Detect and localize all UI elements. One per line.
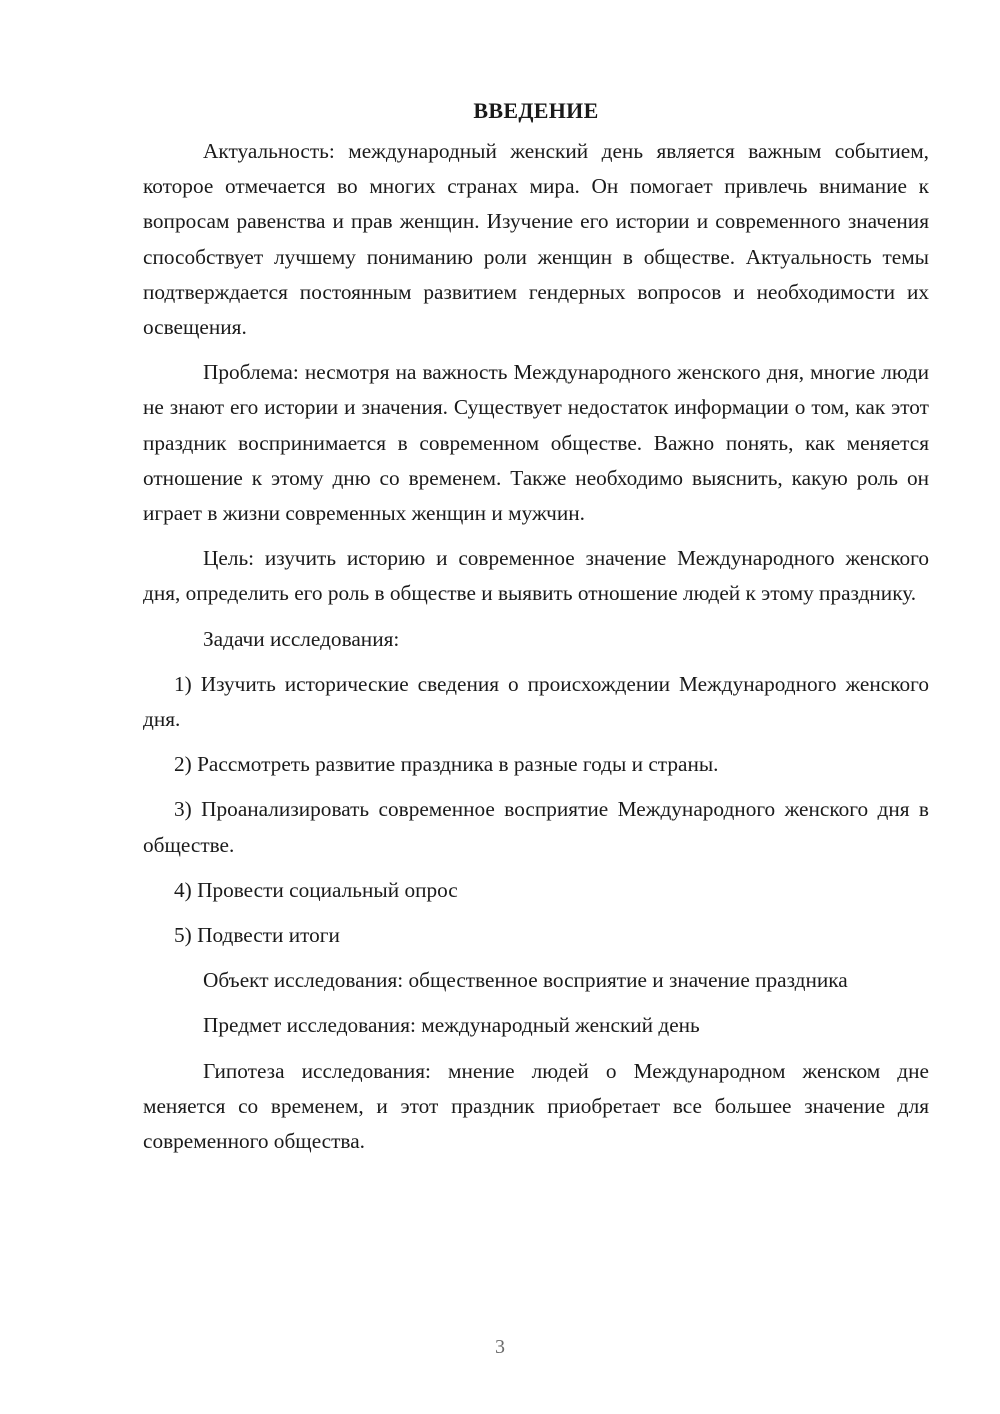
task-item-5: 5) Подвести итоги [174,923,340,948]
task-item-2: 2) Рассмотреть развитие праздника в разные годы и страны. [174,752,719,777]
goal-paragraph: Цель: изучить историю и современное значение Международного женского дня, определить его роль в обществе и выявить отношение людей к этому празднику. [143,546,929,606]
page-content [143,93,929,1159]
task-item-1: 1) Изучить исторические сведения о происхождении Международного женского дня. [143,671,929,732]
task-item-3: 3) Проанализировать современное восприятие Международного женского дня в обществе. [143,797,929,857]
hypothesis-paragraph: Гипотеза исследования: мнение людей о Международном женском дне меняется со временем, и этот праздник приобретает все большее значение для современного общества. [143,1058,929,1154]
subject-paragraph: Предмет исследования: международный женский день [203,1013,700,1038]
page-title: ВВЕДЕНИЕ [473,98,599,123]
task-item-4: 4) Провести социальный опрос [174,877,458,902]
problem-paragraph: Проблема: несмотря на важность Международного женского дня, многие люди не знают его истории и значения. Существует недостаток информации о том, как этот праздник воспринимается в современном обществе. Важно понять, как меняется отношение к этому дню со временем. Также необходимо выяснить, какую роль он играет в жизни современных женщин и мужчин. [143,360,929,526]
object-paragraph: Объект исследования: общественное восприятие и значение праздника [203,968,848,993]
page-number: 3 [495,1336,505,1358]
tasks-title: Задачи исследования: [203,626,400,651]
relevance-paragraph: Актуальность: международный женский день является важным событием, которое отмечается во многих странах мира. Он помогает привлечь внимание к вопросам равенства и прав женщин. Изучение его истории и современного значения способствует лучшему пониманию роли женщин в обществе. Актуальность темы подтверждается постоянным развитием гендерных вопросов и необходимости их освещения. [143,139,929,340]
